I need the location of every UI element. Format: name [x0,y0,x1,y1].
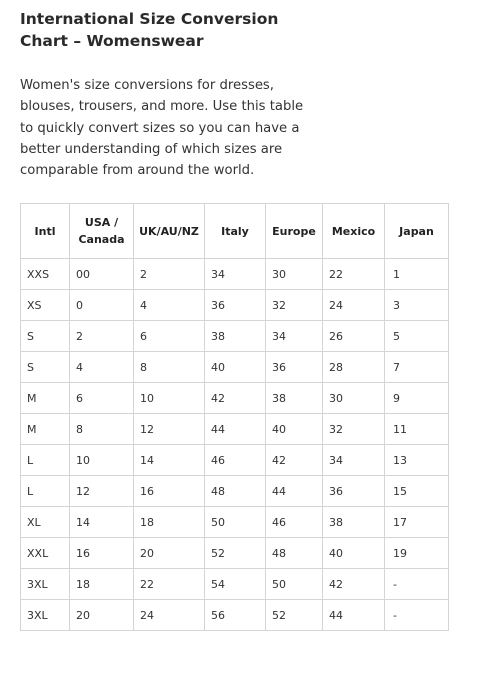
table-cell-japan: 13 [385,445,449,476]
table-cell-europe: 40 [266,414,323,445]
column-header-text: Mexico [331,224,376,238]
table-cell-intl: L [21,445,70,476]
table-cell-uk-au-nz: 24 [134,600,205,631]
table-cell-mexico: 34 [323,445,385,476]
table-cell-italy: 36 [205,290,266,321]
table-cell-uk-au-nz: 6 [134,321,205,352]
table-cell-mexico: 36 [323,476,385,507]
column-header-usa-canada [70,204,134,259]
table-cell-intl: 3XL [21,569,70,600]
column-header-text: Italy [221,224,249,238]
table-cell-europe: 30 [266,259,323,290]
table-cell-uk-au-nz: 2 [134,259,205,290]
table-cell-usa-canada: 14 [70,507,134,538]
table-cell-italy: 48 [205,476,266,507]
table-cell-mexico: 22 [323,259,385,290]
table-cell-mexico: 38 [323,507,385,538]
table-cell-mexico: 42 [323,569,385,600]
column-header-mexico [323,204,385,259]
table-row [21,259,449,290]
table-cell-japan: 9 [385,383,449,414]
title-line-1: International Size Conversion [20,10,279,28]
table-row [21,414,449,445]
size-conversion-table [20,203,449,631]
header-row [21,204,449,259]
table-cell-japan: 1 [385,259,449,290]
table-cell-japan: 3 [385,290,449,321]
column-header-japan [385,204,449,259]
table-cell-europe: 48 [266,538,323,569]
table-cell-intl: S [21,321,70,352]
table-cell-intl: XL [21,507,70,538]
table-row [21,290,449,321]
table-cell-italy: 54 [205,569,266,600]
table-cell-uk-au-nz: 4 [134,290,205,321]
table-cell-japan: 19 [385,538,449,569]
column-header-text: Europe [272,224,316,238]
table-cell-intl: XS [21,290,70,321]
table-cell-europe: 52 [266,600,323,631]
table-cell-italy: 46 [205,445,266,476]
table-cell-usa-canada: 18 [70,569,134,600]
table-cell-europe: 32 [266,290,323,321]
table-cell-europe: 50 [266,569,323,600]
table-cell-intl: XXS [21,259,70,290]
column-header-europe [266,204,323,259]
table-cell-europe: 46 [266,507,323,538]
table-cell-uk-au-nz: 20 [134,538,205,569]
table-cell-uk-au-nz: 16 [134,476,205,507]
table-cell-japan: 17 [385,507,449,538]
title-line-2: Chart – Womenswear [20,32,204,50]
table-row [21,383,449,414]
table-row [21,321,449,352]
column-header-text: UK/AU/NZ [139,224,199,238]
table-cell-intl: S [21,352,70,383]
column-header-italy [205,204,266,259]
table-cell-japan: - [385,600,449,631]
table-body [21,259,449,631]
column-header-text: Canada [78,233,125,246]
intro-line: Women's size conversions for dresses, [20,78,275,93]
table-cell-italy: 52 [205,538,266,569]
table-cell-uk-au-nz: 14 [134,445,205,476]
table-cell-italy: 44 [205,414,266,445]
table-cell-intl: M [21,383,70,414]
table-cell-mexico: 28 [323,352,385,383]
table-row [21,538,449,569]
table-cell-mexico: 24 [323,290,385,321]
table-cell-italy: 34 [205,259,266,290]
table-cell-uk-au-nz: 22 [134,569,205,600]
table-cell-usa-canada: 20 [70,600,134,631]
table-row [21,600,449,631]
table-cell-mexico: 40 [323,538,385,569]
table-cell-usa-canada: 00 [70,259,134,290]
page-title [20,8,460,52]
intro-line: comparable from around the world. [20,163,255,179]
table-cell-intl: M [21,414,70,445]
table-cell-mexico: 44 [323,600,385,631]
intro-line: better understanding of which sizes are [20,141,283,157]
column-header-text: USA / [84,216,119,229]
table-cell-uk-au-nz: 8 [134,352,205,383]
table-cell-usa-canada: 6 [70,383,134,414]
table-cell-japan: 5 [385,321,449,352]
table-cell-intl: 3XL [21,600,70,631]
table-cell-intl: XXL [21,538,70,569]
table-cell-uk-au-nz: 18 [134,507,205,538]
table-cell-italy: 38 [205,321,266,352]
table-cell-usa-canada: 10 [70,445,134,476]
intro-paragraph [20,75,460,181]
table-cell-italy: 40 [205,352,266,383]
column-header-text: Intl [34,224,56,238]
table-cell-italy: 50 [205,507,266,538]
table-cell-europe: 34 [266,321,323,352]
table-row [21,476,449,507]
table-cell-italy: 56 [205,600,266,631]
column-header-uk-au-nz [134,204,205,259]
table-cell-usa-canada: 8 [70,414,134,445]
table-cell-italy: 42 [205,383,266,414]
column-header-intl [21,204,70,259]
table-cell-japan: 11 [385,414,449,445]
table-cell-usa-canada: 0 [70,290,134,321]
table-cell-mexico: 30 [323,383,385,414]
table-cell-europe: 42 [266,445,323,476]
table-cell-intl: L [21,476,70,507]
intro-line: blouses, trousers, and more. Use this table [20,99,304,115]
table-row [21,507,449,538]
table-cell-usa-canada: 2 [70,321,134,352]
table-cell-europe: 44 [266,476,323,507]
table-cell-usa-canada: 4 [70,352,134,383]
table-row [21,569,449,600]
table-cell-japan: 15 [385,476,449,507]
table-cell-mexico: 32 [323,414,385,445]
table-cell-uk-au-nz: 12 [134,414,205,445]
intro-line: to quickly convert sizes so you can have a [20,120,300,136]
table-cell-europe: 38 [266,383,323,414]
table-row [21,445,449,476]
table-cell-japan: - [385,569,449,600]
table-cell-europe: 36 [266,352,323,383]
column-header-text: Japan [399,224,434,238]
table-row [21,352,449,383]
table-cell-usa-canada: 16 [70,538,134,569]
table-cell-japan: 7 [385,352,449,383]
table-cell-usa-canada: 12 [70,476,134,507]
table-cell-uk-au-nz: 10 [134,383,205,414]
table-cell-mexico: 26 [323,321,385,352]
